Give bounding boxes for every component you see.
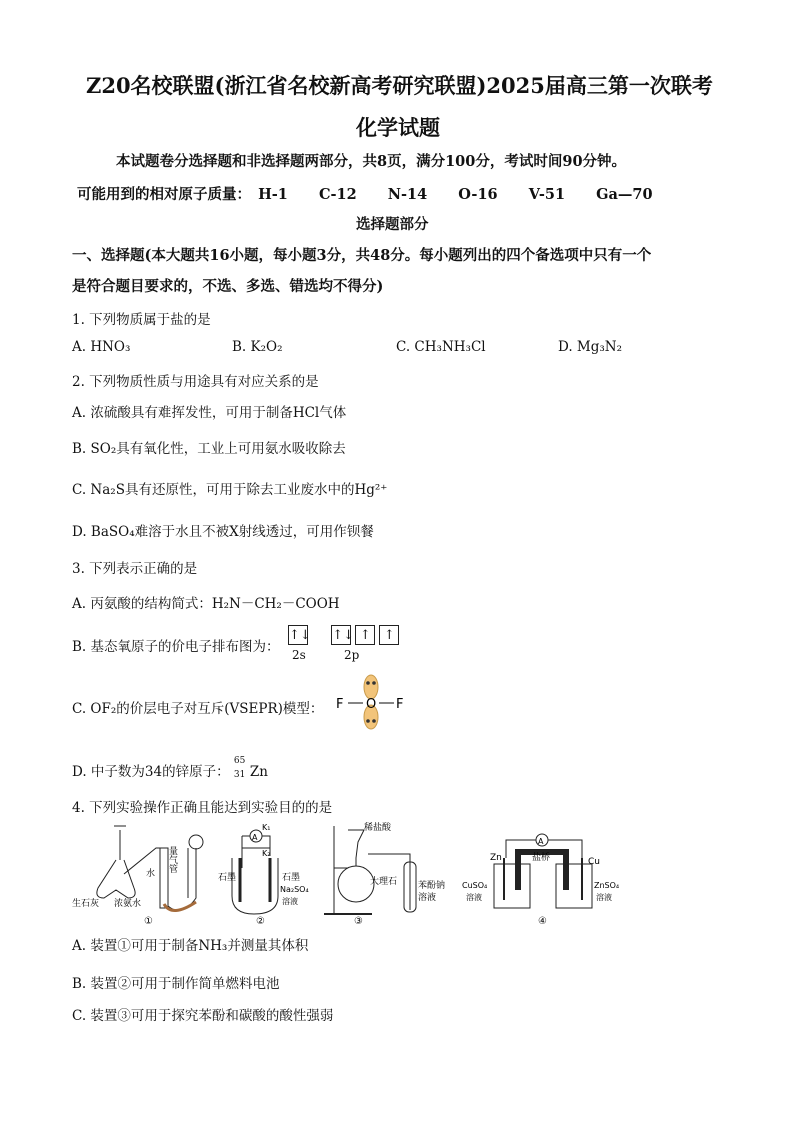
- fig3-number: ③: [354, 916, 363, 927]
- mass-c: C-12: [318, 186, 357, 203]
- q2-option-a: A. 浓硫酸具有难挥发性，可用于制备HCl气体: [72, 405, 347, 421]
- fig2-right-electrode: 石墨: [282, 873, 301, 883]
- q1-option-d: D. Mg₃N₂: [558, 339, 623, 355]
- apparatus-3: [324, 826, 416, 914]
- orbital-label-2s: 2s: [292, 648, 306, 662]
- exam-subject: 化学试题: [356, 115, 440, 140]
- mass-ga: Ga—70: [596, 186, 653, 203]
- fig4-salt-bridge: 盐桥: [532, 853, 551, 863]
- fig4-left-solution-label: 溶液: [466, 893, 482, 902]
- section-instructions-line1: 一、选择题(本大题共16小题，每小题3分，共48分。每小题列出的四个备选项中只有一个: [72, 247, 652, 264]
- fig4-cu: Cu: [588, 857, 600, 867]
- q3-option-d: [72, 756, 268, 782]
- orbital-label-2p: 2p: [344, 648, 360, 662]
- q2-option-b: B. SO₂具有氧化性，工业上可用氨水吸收除去: [72, 441, 346, 457]
- atom-f-right: F: [396, 697, 404, 712]
- section-part-title: 选择题部分: [356, 216, 429, 233]
- nuclide-notation: [233, 756, 250, 782]
- fig1-label-water: 水: [146, 869, 156, 879]
- mass-v: V-51: [528, 186, 566, 203]
- electron-dot: [372, 719, 376, 723]
- q3-option-c: C. OF₂的价层电子对互斥(VSEPR)模型：: [72, 701, 324, 717]
- q3-option-a: A. 丙氨酸的结构简式：H₂N－CH₂－COOH: [72, 596, 340, 612]
- atomic-masses: [77, 183, 653, 204]
- fig3-solution: 苯酚钠: [418, 881, 446, 891]
- fig4-number: ④: [538, 916, 547, 927]
- fig3-marble: 大理石: [370, 877, 398, 887]
- orbital-box-2p-3: ↑: [379, 625, 399, 645]
- electron-dot: [372, 681, 376, 685]
- fig1-label-quicklime: 生石灰: [72, 899, 100, 909]
- mass-o: O-16: [458, 186, 498, 203]
- lone-pair-top: [364, 675, 378, 699]
- fig4-right-solution: ZnSO₄: [594, 881, 620, 890]
- fig2-solution-label: 溶液: [282, 897, 298, 906]
- atom-o: O: [366, 697, 377, 712]
- fig1-label-gas-tube: 量气管: [167, 846, 177, 873]
- q1-option-c: C. CH₃NH₃Cl: [396, 339, 486, 355]
- vsepr-model-figure: [334, 672, 414, 732]
- fig4-right-solution-label: 溶液: [596, 893, 612, 902]
- fig2-solution: Na₂SO₄: [280, 885, 309, 894]
- atom-f-left: F: [336, 697, 344, 712]
- mass-n: N-14: [387, 186, 428, 203]
- fig2-number: ②: [256, 916, 265, 927]
- section-instructions-line2: 是符合题目要求的，不选、多选、错选均不得分): [72, 278, 384, 295]
- fig3-solution-label: 溶液: [418, 893, 437, 903]
- fig2-left-electrode: 石墨: [218, 873, 237, 883]
- electron-dot: [366, 681, 370, 685]
- orbital-diagram: [288, 624, 398, 645]
- orbital-box-2p-2: ↑: [355, 625, 375, 645]
- q2-option-d: D. BaSO₄难溶于水且不被X射线透过，可用作钡餐: [72, 524, 374, 540]
- electron-dot: [366, 719, 370, 723]
- q3-stem: 3. 下列表示正确的是: [72, 561, 198, 577]
- mass-h: H-1: [258, 186, 288, 203]
- atomic-number: 31: [233, 770, 246, 780]
- exam-title: Z20名校联盟(浙江省名校新高考研究联盟)2025届高三第一次联考: [86, 73, 713, 98]
- element-symbol: Zn: [249, 764, 268, 780]
- apparatus-figure: [72, 818, 632, 930]
- fig4-left-solution: CuSO₄: [462, 881, 488, 890]
- exam-note: 本试题卷分选择题和非选择题两部分，共8页，满分100分，考试时间90分钟。: [116, 153, 627, 170]
- fig3-acid: 稀盐酸: [364, 823, 392, 833]
- q2-option-c: C. Na₂S具有还原性，可用于除去工业废水中的Hg²⁺: [72, 482, 388, 498]
- q4-option-c: C. 装置③可用于探究苯酚和碳酸的酸性强弱: [72, 1008, 334, 1024]
- fig2-k2: K₂: [262, 849, 271, 858]
- q2-stem: 2. 下列物质性质与用途具有对应关系的是: [72, 374, 319, 390]
- q4-stem: 4. 下列实验操作正确且能达到实验目的的是: [72, 800, 333, 816]
- fig2-ammeter: A: [252, 833, 258, 842]
- q4-option-b: B. 装置②可用于制作简单燃料电池: [72, 976, 280, 992]
- q1-stem: 1. 下列物质属于盐的是: [72, 312, 211, 328]
- q4-option-a: A. 装置①可用于制备NH₃并测量其体积: [72, 938, 309, 954]
- fig2-k1: K₁: [262, 823, 271, 832]
- q3-option-d-text: D. 中子数为34的锌原子：: [72, 764, 230, 780]
- q3-option-b: B. 基态氧原子的价电子排布图为：: [72, 639, 280, 655]
- orbital-box-2s: ↑↓: [288, 625, 308, 645]
- apparatus-2: [232, 830, 278, 914]
- orbital-box-2p-1: ↑↓: [331, 625, 351, 645]
- fig1-number: ①: [144, 916, 153, 927]
- mass-number: 65: [233, 756, 246, 766]
- fig4-zn: Zn: [490, 853, 502, 863]
- fig1-label-ammonia: 浓氨水: [114, 899, 142, 909]
- q1-option-a: A. HNO₃: [72, 339, 131, 355]
- fig4-ammeter: A: [538, 837, 544, 846]
- q1-option-b: B. K₂O₂: [232, 339, 283, 355]
- atomic-masses-label: 可能用到的相对原子质量：: [77, 186, 251, 203]
